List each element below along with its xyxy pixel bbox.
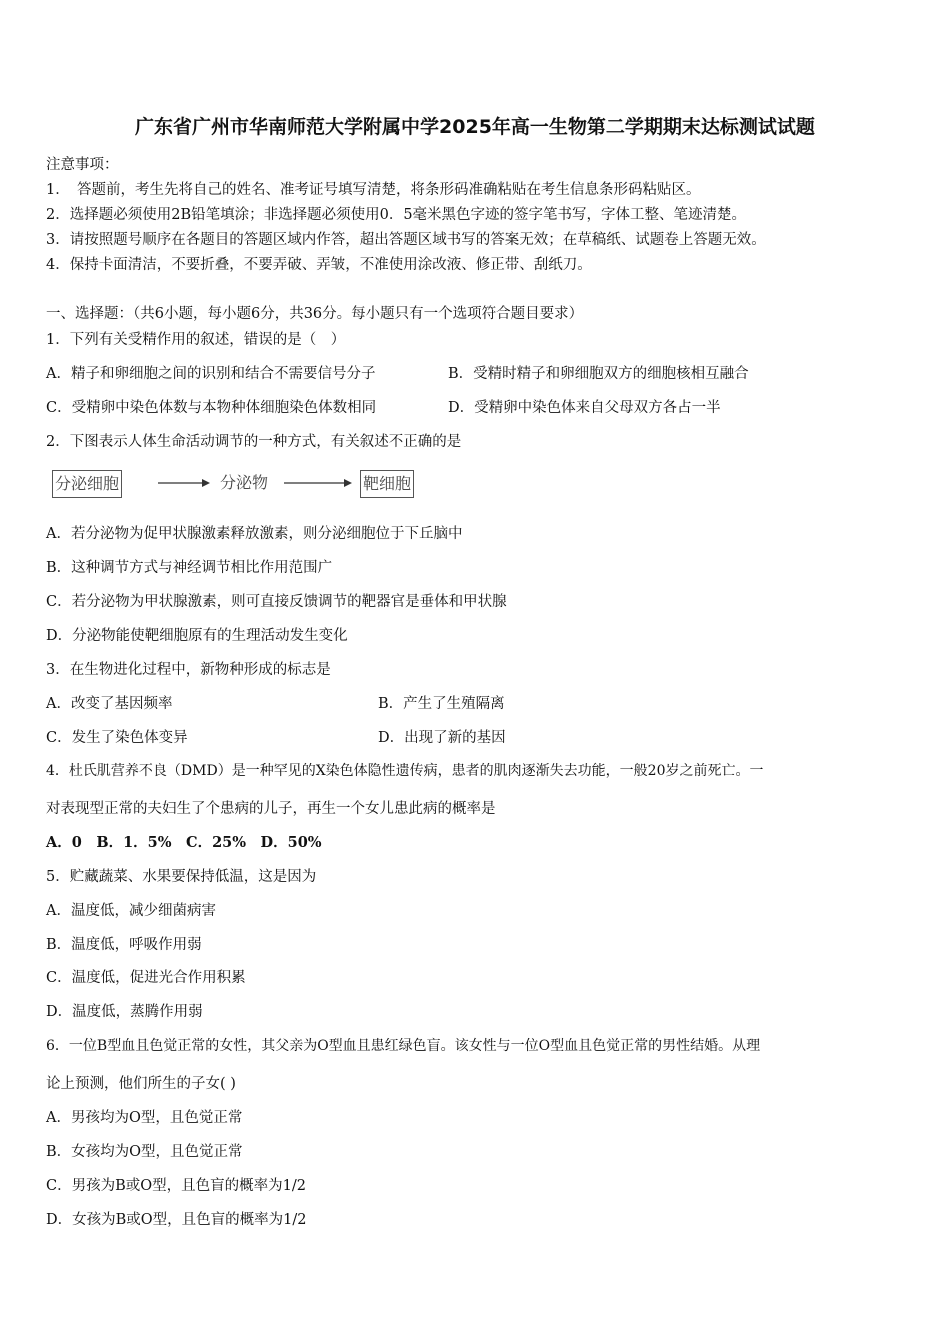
page-title: 广东省广州市华南师范大学附属中学2025年高一生物第二学期期末达标测试试题 xyxy=(135,116,815,138)
question-5-option-b: B．温度低，呼吸作用弱 xyxy=(46,937,202,953)
question-1-option-d: D．受精卵中染色体来自父母双方各占一半 xyxy=(448,400,721,416)
question-3-option-d: D．出现了新的基因 xyxy=(378,730,506,746)
question-4-stem-line-1: 4．杜氏肌营养不良（DMD）是一种罕见的X染色体隐性遗传病，患者的肌肉逐渐失去功能，一般20岁之前死亡。一 xyxy=(46,763,764,779)
question-6-option-c: C．男孩为B或O型，且色盲的概率为1/2 xyxy=(46,1178,306,1194)
notice-item-1: 1． 答题前，考生先将自己的姓名、准考证号填写清楚，将条形码准确粘贴在考生信息条形码粘贴区。 xyxy=(46,182,701,198)
question-1-option-a: A．精子和卵细胞之间的识别和结合不需要信号分子 xyxy=(46,366,376,382)
question-6-stem-line-2: 论上预测，他们所生的子女( ) xyxy=(46,1076,236,1092)
diagram-secretion: 分泌物 xyxy=(220,473,269,492)
question-6-option-d: D．女孩为B或O型，且色盲的概率为1/2 xyxy=(46,1212,307,1228)
question-2-option-a: A．若分泌物为促甲状腺激素释放激素，则分泌细胞位于下丘脑中 xyxy=(46,526,463,542)
question-2-option-c: C．若分泌物为甲状腺激素，则可直接反馈调节的靶器官是垂体和甲状腺 xyxy=(46,594,507,610)
question-1-option-b: B．受精时精子和卵细胞双方的细胞核相互融合 xyxy=(448,366,749,382)
question-3-option-c: C．发生了染色体变异 xyxy=(46,730,188,746)
diagram-box-target-cell: 靶细胞 xyxy=(360,470,414,498)
diagram-box-secretory-cell: 分泌细胞 xyxy=(52,470,122,498)
section-heading: 一、选择题：（共6小题，每小题6分，共36分。每小题只有一个选项符合题目要求） xyxy=(46,306,584,322)
notice-item-2: 2．选择题必须使用2B铅笔填涂；非选择题必须使用0．5毫米黑色字迹的签字笔书写，字体工整、笔迹清楚。 xyxy=(46,207,747,223)
question-5-option-a: A．温度低，减少细菌病害 xyxy=(46,903,216,919)
question-5-option-c: C．温度低，促进光合作用积累 xyxy=(46,970,246,986)
question-2-stem: 2．下图表示人体生命活动调节的一种方式，有关叙述不正确的是 xyxy=(46,434,462,450)
question-5-stem: 5．贮藏蔬菜、水果要保持低温，这是因为 xyxy=(46,869,317,885)
question-6-stem-line-1: 6．一位B型血且色觉正常的女性，其父亲为O型血且患红绿色盲。该女性与一位O型血且色觉正常的男性结婚。从理 xyxy=(46,1038,761,1054)
question-6-option-b: B．女孩均为O型，且色觉正常 xyxy=(46,1144,243,1160)
question-4-stem-line-2: 对表现型正常的夫妇生了个患病的儿子，再生一个女儿患此病的概率是 xyxy=(46,801,496,817)
question-1-stem: 1．下列有关受精作用的叙述，错误的是（ ） xyxy=(46,332,346,348)
arrow-icon xyxy=(158,476,210,490)
notice-heading: 注意事项： xyxy=(46,157,119,173)
question-3-stem: 3．在生物进化过程中，新物种形成的标志是 xyxy=(46,662,331,678)
question-3-option-a: A．改变了基因频率 xyxy=(46,696,173,712)
question-6-option-a: A．男孩均为O型，且色觉正常 xyxy=(46,1110,243,1126)
question-2-option-b: B．这种调节方式与神经调节相比作用范围广 xyxy=(46,560,333,576)
question-1-option-c: C．受精卵中染色体数与本物种体细胞染色体数相同 xyxy=(46,400,377,416)
question-2-option-d: D．分泌物能使靶细胞原有的生理活动发生变化 xyxy=(46,628,348,644)
question-3-option-b: B．产生了生殖隔离 xyxy=(378,696,505,712)
question-5-option-d: D．温度低，蒸腾作用弱 xyxy=(46,1004,203,1020)
regulation-diagram xyxy=(50,468,430,502)
question-4-options: A．0 B．1．5% C．25% D．50% xyxy=(46,834,322,851)
notice-item-4: 4．保持卡面清洁，不要折叠，不要弄破、弄皱，不准使用涂改液、修正带、刮纸刀。 xyxy=(46,257,592,273)
notice-item-3: 3．请按照题号顺序在各题目的答题区域内作答，超出答题区域书写的答案无效；在草稿纸、试题卷上答题无效。 xyxy=(46,232,766,248)
arrow-icon xyxy=(284,476,352,490)
